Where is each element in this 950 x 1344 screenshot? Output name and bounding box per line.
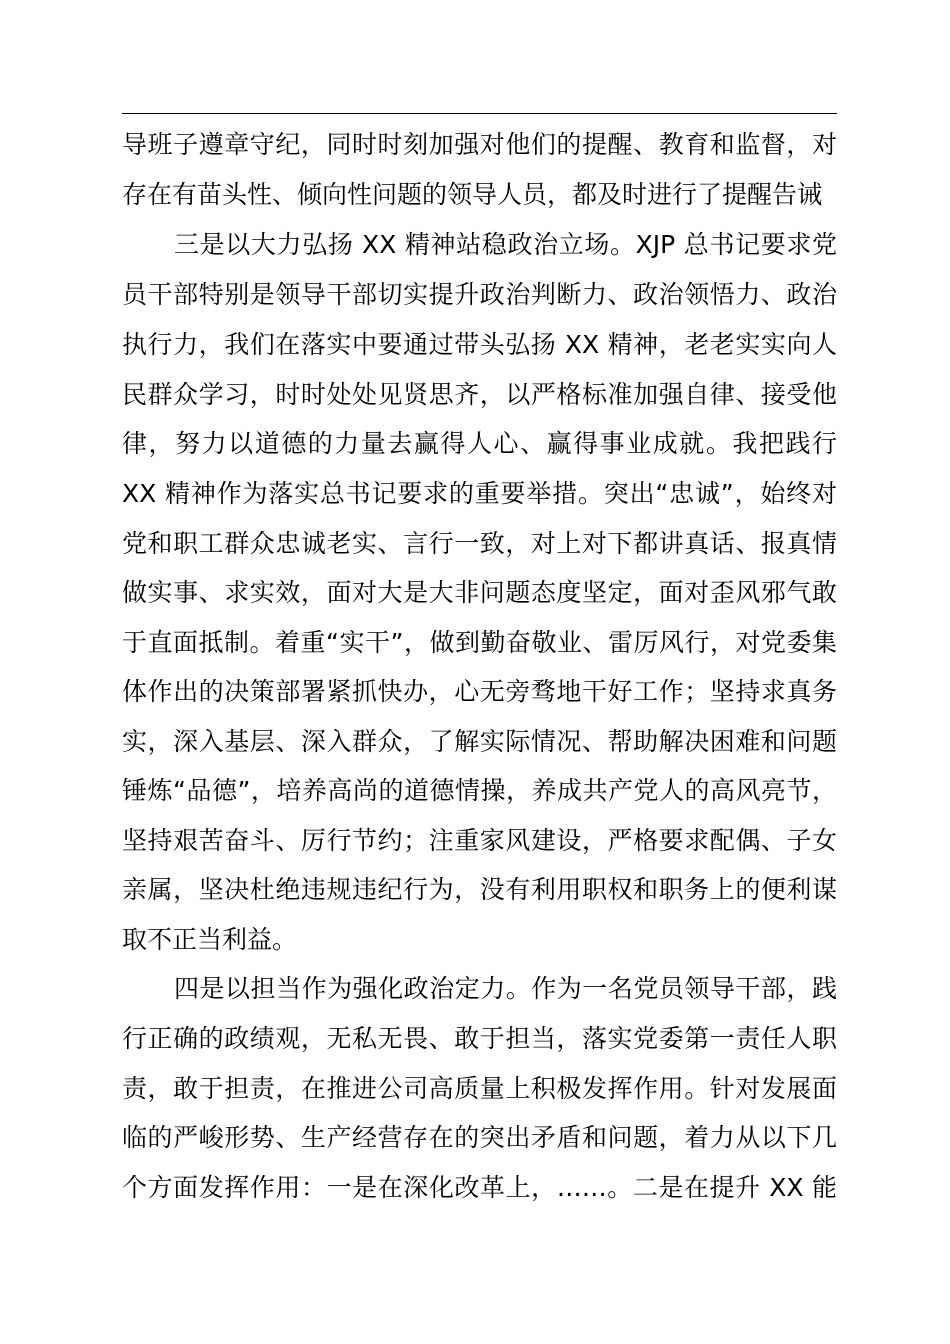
text-line: 做实事、求实效，面对大是大非问题态度坚定，面对歪风邪气敢 (122, 578, 837, 607)
text-line: 责，敢于担责，在推进公司高质量上积极发挥作用。针对发展面 (122, 1074, 837, 1103)
text-line: 员干部特别是领导干部切实提升政治判断力、政治领悟力、政治 (122, 280, 837, 309)
text-line: 取不正当利益。 (122, 925, 298, 954)
text-line: 导班子遵章守纪，同时时刻加强对他们的提醒、教育和监督，对 (122, 130, 837, 159)
text-line: XX 精神作为落实总书记要求的重要举措。突出“忠诚”，始终对 (122, 479, 837, 508)
text-line: 民群众学习，时时处处见贤思齐，以严格标准加强自律、接受他 (122, 380, 837, 409)
text-line: 亲属，坚决杜绝违规违纪行为，没有利用职权和职务上的便利谋 (122, 875, 837, 904)
text-line: 于直面抵制。着重“实干”，做到勤奋敬业、雷厉风行，对党委集 (122, 628, 837, 657)
text-line: 锤炼“品德”，培养高尚的道德情操，养成共产党人的高风亮节， (122, 776, 837, 805)
text-line: 临的严峻形势、生产经营存在的突出矛盾和问题，着力从以下几 (122, 1123, 837, 1152)
text-line: 行正确的政绩观，无私无畏、敢于担当，落实党委第一责任人职 (122, 1024, 837, 1053)
text-line: 个方面发挥作用：一是在深化改革上，……。二是在提升 XX 能 (122, 1173, 837, 1202)
text-line: 坚持艰苦奋斗、厉行节约；注重家风建设，严格要求配偶、子女 (122, 826, 837, 855)
text-line: 党和职工群众忠诚老实、言行一致，对上对下都讲真话、报真情 (122, 529, 837, 558)
text-line: 执行力，我们在落实中要通过带头弘扬 XX 精神，老老实实向人 (122, 330, 837, 359)
header-rule (122, 113, 837, 114)
text-line: 存在有苗头性、倾向性问题的领导人员，都及时进行了提醒告诫 (122, 180, 823, 209)
text-line: 三是以大力弘扬 XX 精神站稳政治立场。XJP 总书记要求党 (174, 230, 837, 259)
text-line: 实，深入基层、深入群众，了解实际情况、帮助解决困难和问题 (122, 727, 837, 756)
text-line: 四是以担当作为强化政治定力。作为一名党员领导干部，践 (174, 974, 837, 1003)
text-line: 律，努力以道德的力量去赢得人心、赢得事业成就。我把践行 (122, 429, 837, 458)
text-line: 体作出的决策部署紧抓快办，心无旁骛地干好工作；坚持求真务 (122, 677, 837, 706)
